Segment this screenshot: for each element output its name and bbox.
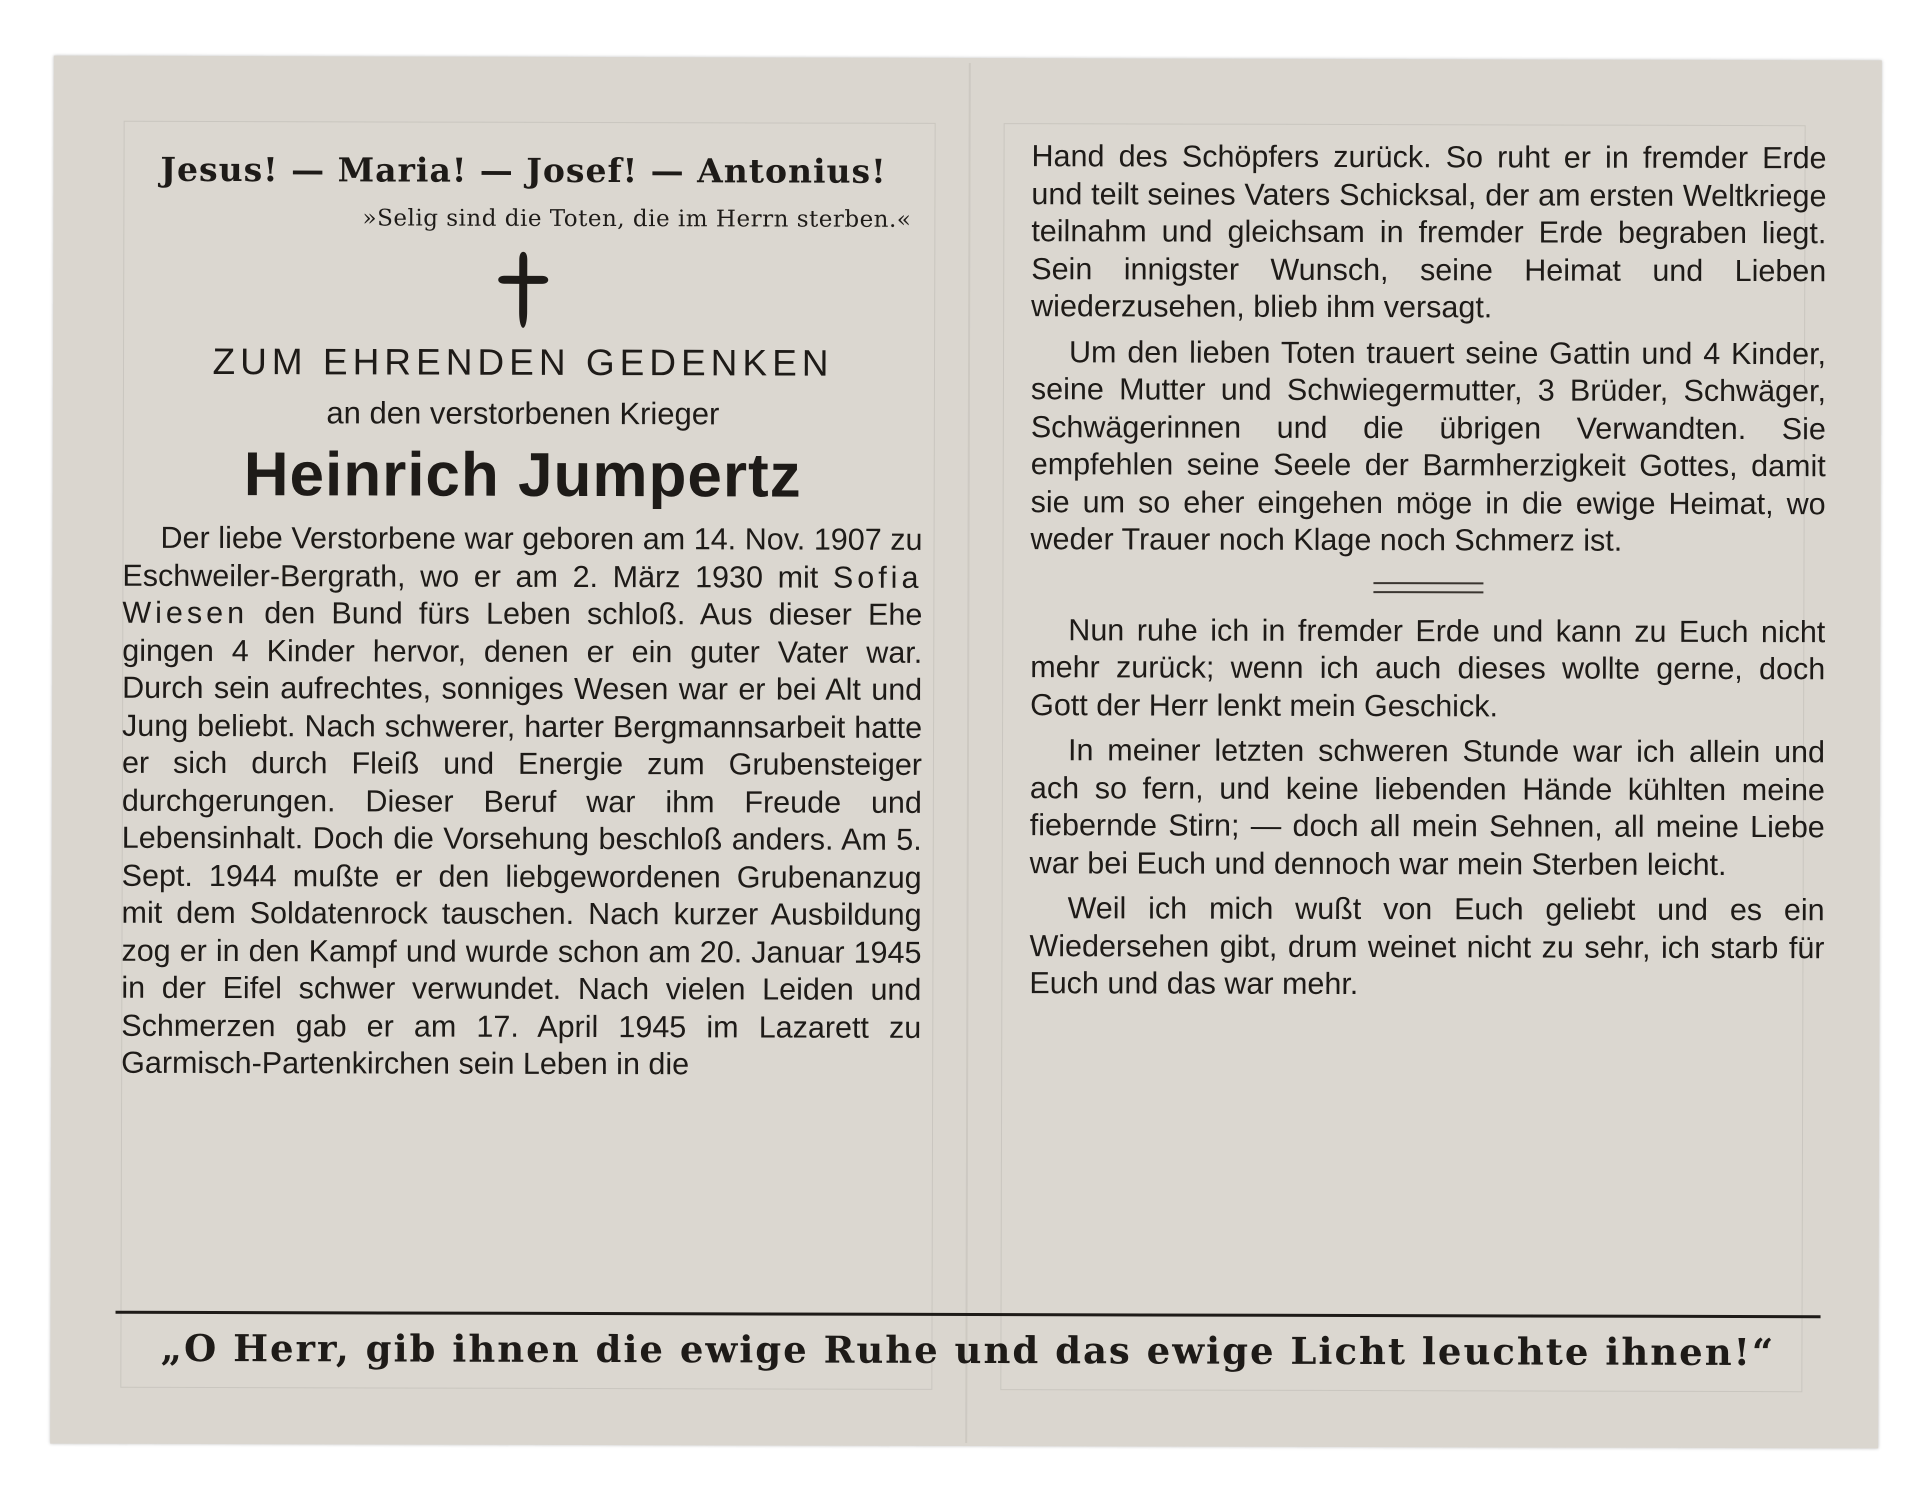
spouse-name: Sofia Wiesen xyxy=(122,560,923,631)
latin-cross-icon xyxy=(496,250,550,330)
biography-part-1: Der liebe Verstorbene war geboren am 14. Nov. 1907 zu Eschweiler-Bergrath, wo er am 2. März 1930 mit xyxy=(122,520,923,595)
double-rule-divider xyxy=(1373,582,1483,593)
poem-stanza-3: Weil ich mich wußt von Euch geliebt und es ein Wiedersehen gibt, drum weinet nicht zu sehr, ich starb für Euch und das war mehr. xyxy=(1029,891,1825,1002)
memorial-subheading: an den verstorbenen Krieger xyxy=(326,395,720,432)
poem-stanza-2: In meiner letzten schweren Stunde war ich allein und ach so fern, und keine liebenden Hände kühlten meine fiebernde Stirn; — doch all mein Sehnen, all meine Liebe war bei Euch und dennoch war mein Sterben leicht. xyxy=(1029,733,1826,882)
memorial-heading: ZUM EHRENDEN GEDENKEN xyxy=(212,341,834,384)
motto-line: »Selig sind die Toten, die im Herrn sterben.« xyxy=(362,205,912,233)
left-column xyxy=(121,136,923,1085)
deceased-name: Heinrich Jumpertz xyxy=(243,440,802,511)
right-column xyxy=(1029,138,1826,1005)
biography-part-2: den Bund fürs Leben schloß. Aus dieser Ehe gingen 4 Kinder hervor, denen er ein guter Vater war. Durch sein aufrechtes, sonniges Wesen war er bei Alt und Jung beliebt. Nach schwerer, harter Bergmannsarbeit hatte er sich durch Fleiß und Energie zum Grubensteiger durchgerungen. Dieser Beruf war ihm Freude und Lebensinhalt. Doch die Vorsehung beschloß anders. Am 5. Sept. 1944 mußte er den liebgewordenen Grubenanzug mit dem Soldatenrock tauschen. Nach kurzer Ausbildung zog er in den Kampf und wurde schon am 20. Januar 1945 in der Eifel schwer verwundet. Nach vielen Leiden und Schmerzen gab er am 17. April 1945 im Lazarett zu Garmisch-Partenkirchen sein Leben in die xyxy=(121,596,923,1082)
closing-prayer: „O Herr, gib ihnen die ewige Ruhe und das ewige Licht leuchte ihnen!“ xyxy=(160,1325,1776,1375)
invocation-line: Jesus! — Maria! — Josef! — Antonius! xyxy=(160,149,887,191)
memorial-card xyxy=(50,56,1882,1449)
card-fold xyxy=(965,63,971,1443)
right-text xyxy=(1029,138,1826,1005)
poem-stanza-1: Nun ruhe ich in fremder Erde und kann zu Euch nicht mehr zurück; wenn ich auch dieses wollte gerne, doch Gott der Herr lenkt mein Geschick. xyxy=(1030,612,1826,723)
biography-text xyxy=(121,520,922,1085)
mourners-paragraph: Um den lieben Toten trauert seine Gattin und 4 Kinder, seine Mutter und Schwiegermutter, 3 Brüder, Schwäger, Schwägerinnen und die übrigen Verwandten. Sie empfehlen seine Seele der Barmherzigkeit Gottes, damit sie um so eher eingehen möge in die ewige Heimat, wo weder Trauer noch Klage noch Schmerz ist. xyxy=(1030,334,1827,558)
biography-continuation: Hand des Schöpfers zurück. So ruht er in fremder Erde und teilt seines Vaters Schicksal, der am ersten Weltkriege teilnahm und gleichsam in fremder Erde begraben liegt. Sein innigster Wunsch, seine Heimat und Lieben wiederzusehen, blieb ihm versagt. xyxy=(1031,139,1827,325)
